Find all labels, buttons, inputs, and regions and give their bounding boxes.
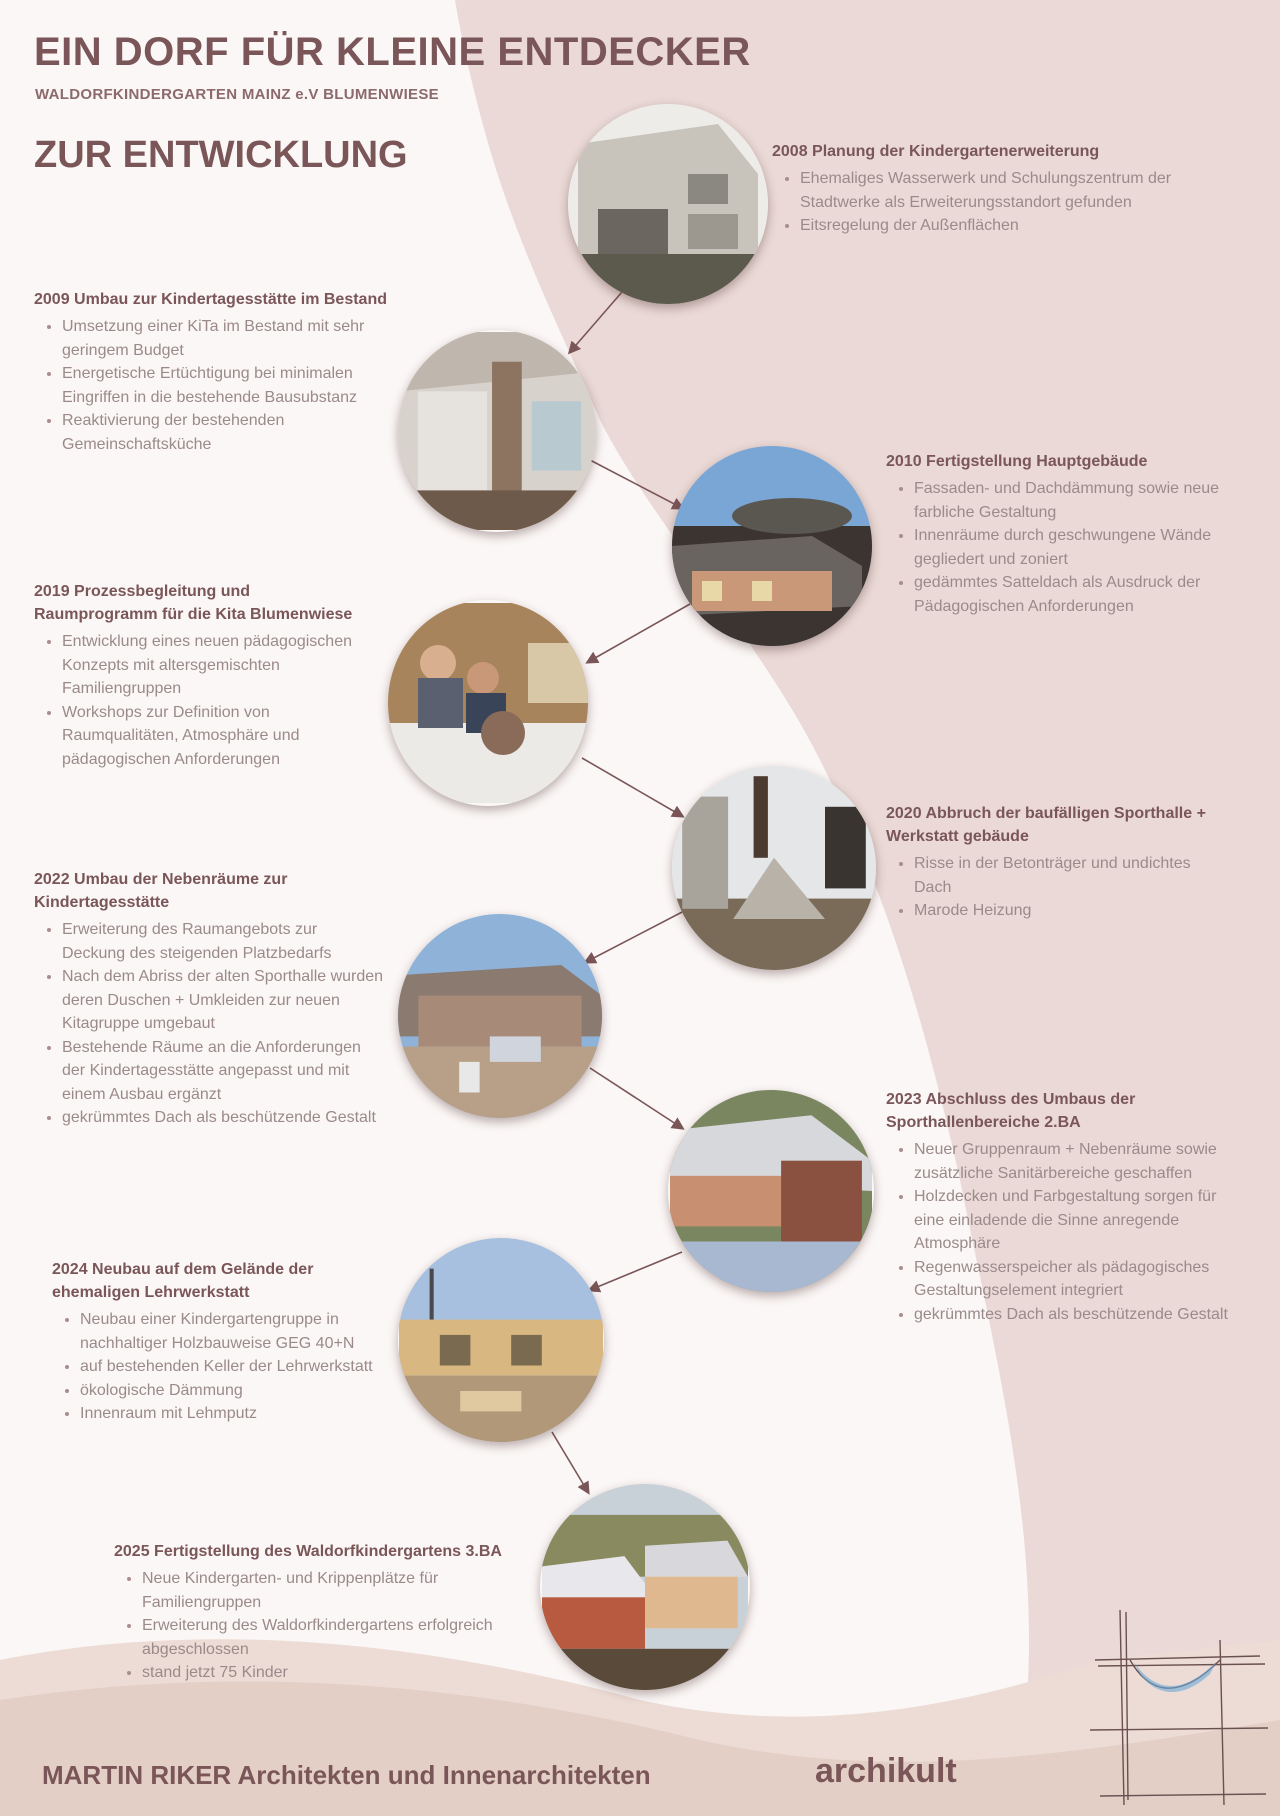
milestone-bullet: • Umsetzung einer KiTa im Bestand mit sehr geringem Budget: [62, 315, 389, 362]
milestone-heading: 2022 Umbau der Nebenräume zur Kindertagesstätte: [34, 871, 288, 911]
sketch-logo-icon: [1090, 1600, 1270, 1810]
milestone-bullet: • Innenraum mit Lehmputz: [80, 1402, 392, 1426]
milestone-heading: 2019 Prozessbegleitung und Raumprogramm für die Kita Blumenwiese: [34, 583, 353, 623]
milestone-bullet: • Neuer Gruppenraum + Nebenräume sowie zusätzliche Sanitärbereiche geschaffen: [914, 1138, 1236, 1185]
milestone-heading: 2008 Planung der Kindergartenerweiterung: [772, 143, 1100, 160]
milestone-bullet: • Entwicklung eines neuen pädagogischen Konzepts mit altersgemischten Familiengruppen: [62, 630, 374, 701]
milestone-heading: 2023 Abschluss des Umbaus der Sporthallenbereiche 2.BA: [886, 1091, 1136, 1131]
photo-2009-interior: [398, 330, 596, 532]
milestone-bullets: [772, 167, 1242, 238]
milestone-2010: [886, 450, 1226, 618]
milestone-bullets: [886, 477, 1226, 618]
milestone-bullet: • Ehemaliges Wasserwerk und Schulungszentrum der Stadtwerke als Erweiterungsstandort gefunden: [800, 167, 1242, 214]
milestone-bullets: [52, 1308, 392, 1426]
milestone-bullets: [114, 1567, 534, 1685]
milestone-2019: [34, 580, 374, 771]
milestone-heading: 2010 Fertigstellung Hauptgebäude: [886, 453, 1148, 470]
milestone-bullet: • gedämmtes Satteldach als Ausdruck der Pädagogischen Anforderungen: [914, 571, 1226, 618]
milestone-bullet: • Workshops zur Definition von Raumqualitäten, Atmosphäre und pädagogischen Anforderungen: [62, 701, 374, 772]
milestone-2023: [886, 1088, 1236, 1326]
photo-2008-building: [568, 104, 768, 304]
page-title: EIN DORF FÜR KLEINE ENTDECKER: [34, 30, 751, 74]
milestone-bullets: [886, 852, 1216, 923]
milestone-bullet: • gekrümmtes Dach als beschützende Gestalt: [62, 1106, 384, 1130]
milestone-bullets: [34, 315, 389, 456]
milestone-2020: [886, 802, 1216, 923]
milestone-bullet: • Eitsregelung der Außenflächen: [800, 214, 1242, 238]
photo-2020-demolition: [672, 766, 876, 970]
milestone-2008: [772, 140, 1242, 238]
milestone-2025: [114, 1540, 534, 1685]
photo-2022-conversion: [398, 914, 602, 1118]
milestone-bullet: • stand jetzt 75 Kinder: [142, 1661, 534, 1685]
milestone-bullets: [34, 630, 374, 771]
milestone-bullet: • Energetische Ertüchtigung bei minimalen Eingriffen in die bestehende Bausubstanz: [62, 362, 389, 409]
milestone-heading: 2020 Abbruch der baufälligen Sporthalle + Werkstatt gebäude: [886, 805, 1206, 845]
milestone-heading: 2009 Umbau zur Kindertagesstätte im Bestand: [34, 291, 387, 308]
brand-logo: archikult: [815, 1752, 957, 1790]
architects-credit: MARTIN RIKER Architekten und Innenarchitekten: [42, 1760, 651, 1790]
milestone-bullet: • Nach dem Abriss der alten Sporthalle wurden deren Duschen + Umkleiden zur neuen Kitagruppe umgebaut: [62, 965, 384, 1036]
milestone-bullet: • Bestehende Räume an die Anforderungen der Kindertagesstätte angepasst und mit einem Ausbau ergänzt: [62, 1036, 384, 1107]
milestone-2022: [34, 868, 384, 1130]
photo-2010-main-building: [672, 446, 872, 646]
milestone-bullet: • ökologische Dämmung: [80, 1379, 392, 1403]
page-subtitle: WALDORFKINDERGARTEN MAINZ e.V BLUMENWIESE: [35, 86, 439, 103]
milestone-bullet: • Neubau einer Kindergartengruppe in nachhaltiger Holzbauweise GEG 40+N: [80, 1308, 392, 1355]
milestone-bullet: • auf bestehenden Keller der Lehrwerkstatt: [80, 1355, 392, 1379]
milestone-bullet: • Risse in der Betonträger und undichtes Dach: [914, 852, 1216, 899]
milestone-bullet: • Marode Heizung: [914, 899, 1216, 923]
milestone-heading: 2024 Neubau auf dem Gelände der ehemaligen Lehrwerkstatt: [52, 1261, 314, 1301]
milestone-bullet: • Erweiterung des Raumangebots zur Deckung des steigenden Platzbedarfs: [62, 918, 384, 965]
milestone-bullets: [886, 1138, 1236, 1326]
milestone-bullet: • Reaktivierung der bestehenden Gemeinschaftsküche: [62, 409, 389, 456]
photo-2019-workshop: [388, 600, 588, 806]
milestone-bullet: • Neue Kindergarten- und Krippenplätze für Familiengruppen: [142, 1567, 534, 1614]
milestone-bullet: • Erweiterung des Waldorfkindergartens erfolgreich abgeschlossen: [142, 1614, 534, 1661]
milestone-bullet: • Holzdecken und Farbgestaltung sorgen für eine einladende die Sinne anregende Atmosphäre: [914, 1185, 1236, 1256]
milestone-bullet: • Regenwasserspeicher als pädagogisches Gestaltungselement integriert: [914, 1256, 1236, 1303]
photo-2024-new-building: [398, 1238, 604, 1442]
milestone-bullet: • Fassaden- und Dachdämmung sowie neue farbliche Gestaltung: [914, 477, 1226, 524]
milestone-bullet: • gekrümmtes Dach als beschützende Gestalt: [914, 1303, 1236, 1327]
milestone-bullet: • Innenräume durch geschwungene Wände gegliedert und zoniert: [914, 524, 1226, 571]
milestone-bullets: [34, 918, 384, 1130]
section-title: ZUR ENTWICKLUNG: [34, 134, 408, 176]
photo-2025-completion: [540, 1484, 750, 1690]
photo-2023-sporthall: [668, 1090, 874, 1292]
milestone-2009: [34, 288, 389, 456]
milestone-heading: 2025 Fertigstellung des Waldorfkindergartens 3.BA: [114, 1543, 502, 1560]
milestone-2024: [52, 1258, 392, 1426]
